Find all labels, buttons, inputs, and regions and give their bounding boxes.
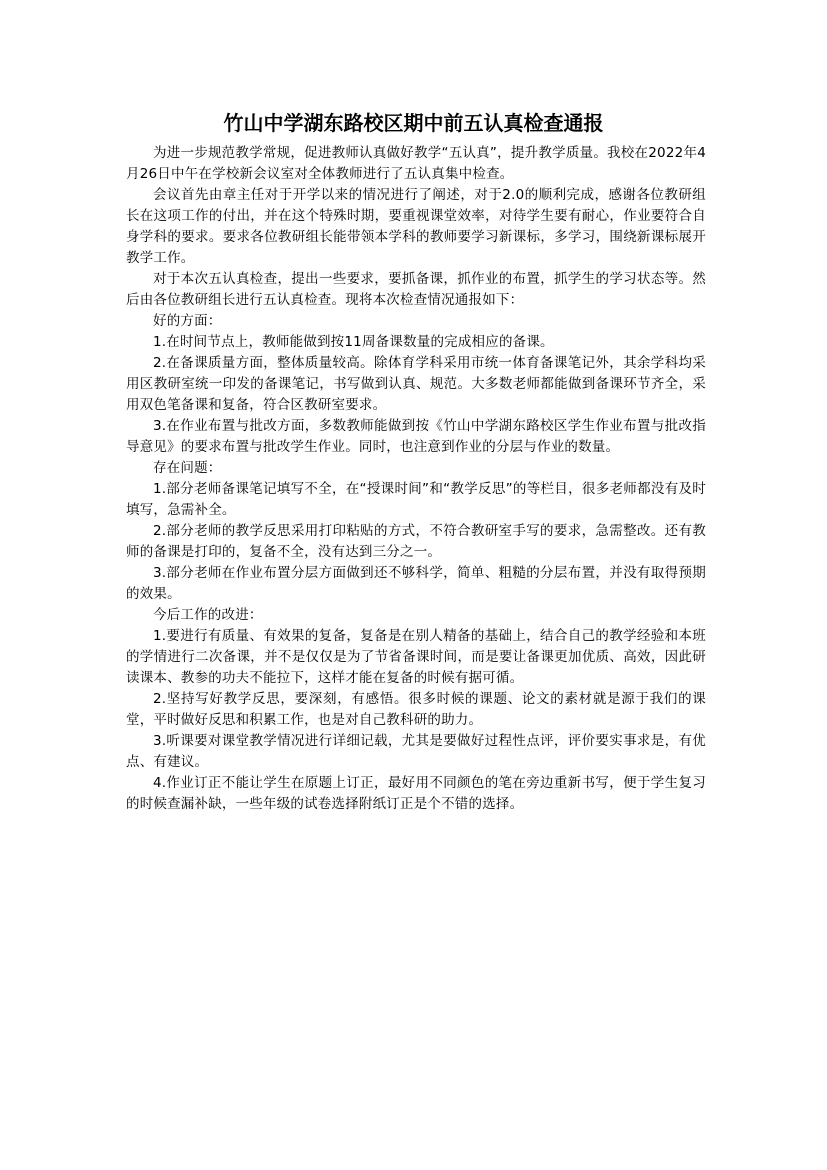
document-body (126, 143, 706, 815)
paragraph-meeting: 会议首先由章主任对于开学以来的情况进行了阐述，对于2.0的顺利完成，感谢各位教研组长在这项工作的付出，并在这个特殊时期，要重视课堂效率，对待学生要有耐心，作业要符合自身学科的要求。要求各位教研组长能带领本学科的教师要学习新课标，多学习，围绕新课标展开教学工作。 (126, 187, 706, 266)
paragraph-requirements: 对于本次五认真检查，提出一些要求，要抓备课，抓作业的布置，抓学生的学习状态等。然后由各位教研组长进行五认真检查。现将本次检查情况通报如下： (126, 271, 706, 308)
problem-item-3: 3.部分老师在作业布置分层方面做到还不够科学，简单、粗糙的分层布置，并没有取得预期的效果。 (126, 565, 706, 602)
paragraph-intro: 为进一步规范教学常规，促进教师认真做好教学“五认真”，提升教学质量。我校在2022年4月26日中午在学校新会议室对全体教师进行了五认真集中检查。 (126, 145, 706, 182)
section-heading-strengths: 好的方面： (153, 313, 222, 329)
strength-item-3: 3.在作业布置与批改方面，多数教师能做到按《竹山中学湖东路校区学生作业布置与批改指导意见》的要求布置与批改学生作业。同时，也注意到作业的分层与作业的数量。 (126, 418, 706, 455)
improvement-item-2: 2.坚持写好教学反思，要深刻，有感悟。很多时候的课题、论文的素材就是源于我们的课堂，平时做好反思和积累工作，也是对自己教科研的助力。 (126, 691, 706, 728)
improvement-item-1: 1.要进行有质量、有效果的复备，复备是在别人精备的基础上，结合自己的教学经验和本班的学情进行二次备课，并不是仅仅是为了节省备课时间，而是要让备课更加优质、高效，因此研读课本、教参的功夫不能拉下，这样才能在复备的时候有据可循。 (126, 628, 706, 686)
strength-item-2: 2.在备课质量方面，整体质量较高。除体育学科采用市统一体育备课笔记外，其余学科均采用区教研室统一印发的备课笔记，书写做到认真、规范。大多数老师都能做到备课环节齐全，采用双色笔备课和复备，符合区教研室要求。 (126, 355, 706, 413)
strength-item-1: 1.在时间节点上，教师能做到按11周备课数量的完成相应的备课。 (153, 334, 554, 350)
problem-item-1: 1.部分老师备课笔记填写不全，在“授课时间”和“教学反思”的等栏目，很多老师都没有及时填写，急需补全。 (126, 481, 706, 518)
section-heading-improvements: 今后工作的改进： (153, 607, 263, 623)
section-heading-problems: 存在问题： (153, 460, 222, 476)
problem-item-2: 2.部分老师的教学反思采用打印粘贴的方式，不符合教研室手写的要求，急需整改。还有教师的备课是打印的，复备不全，没有达到三分之一。 (126, 523, 706, 560)
improvement-item-3: 3.听课要对课堂教学情况进行详细记载，尤其是要做好过程性点评，评价要实事求是，有优点、有建议。 (126, 733, 706, 770)
document-title: 竹山中学湖东路校区期中前五认真检查通报 (223, 111, 604, 135)
improvement-item-4: 4.作业订正不能让学生在原题上订正，最好用不同颜色的笔在旁边重新书写，便于学生复习的时候查漏补缺，一些年级的试卷选择附纸订正是个不错的选择。 (126, 775, 706, 812)
